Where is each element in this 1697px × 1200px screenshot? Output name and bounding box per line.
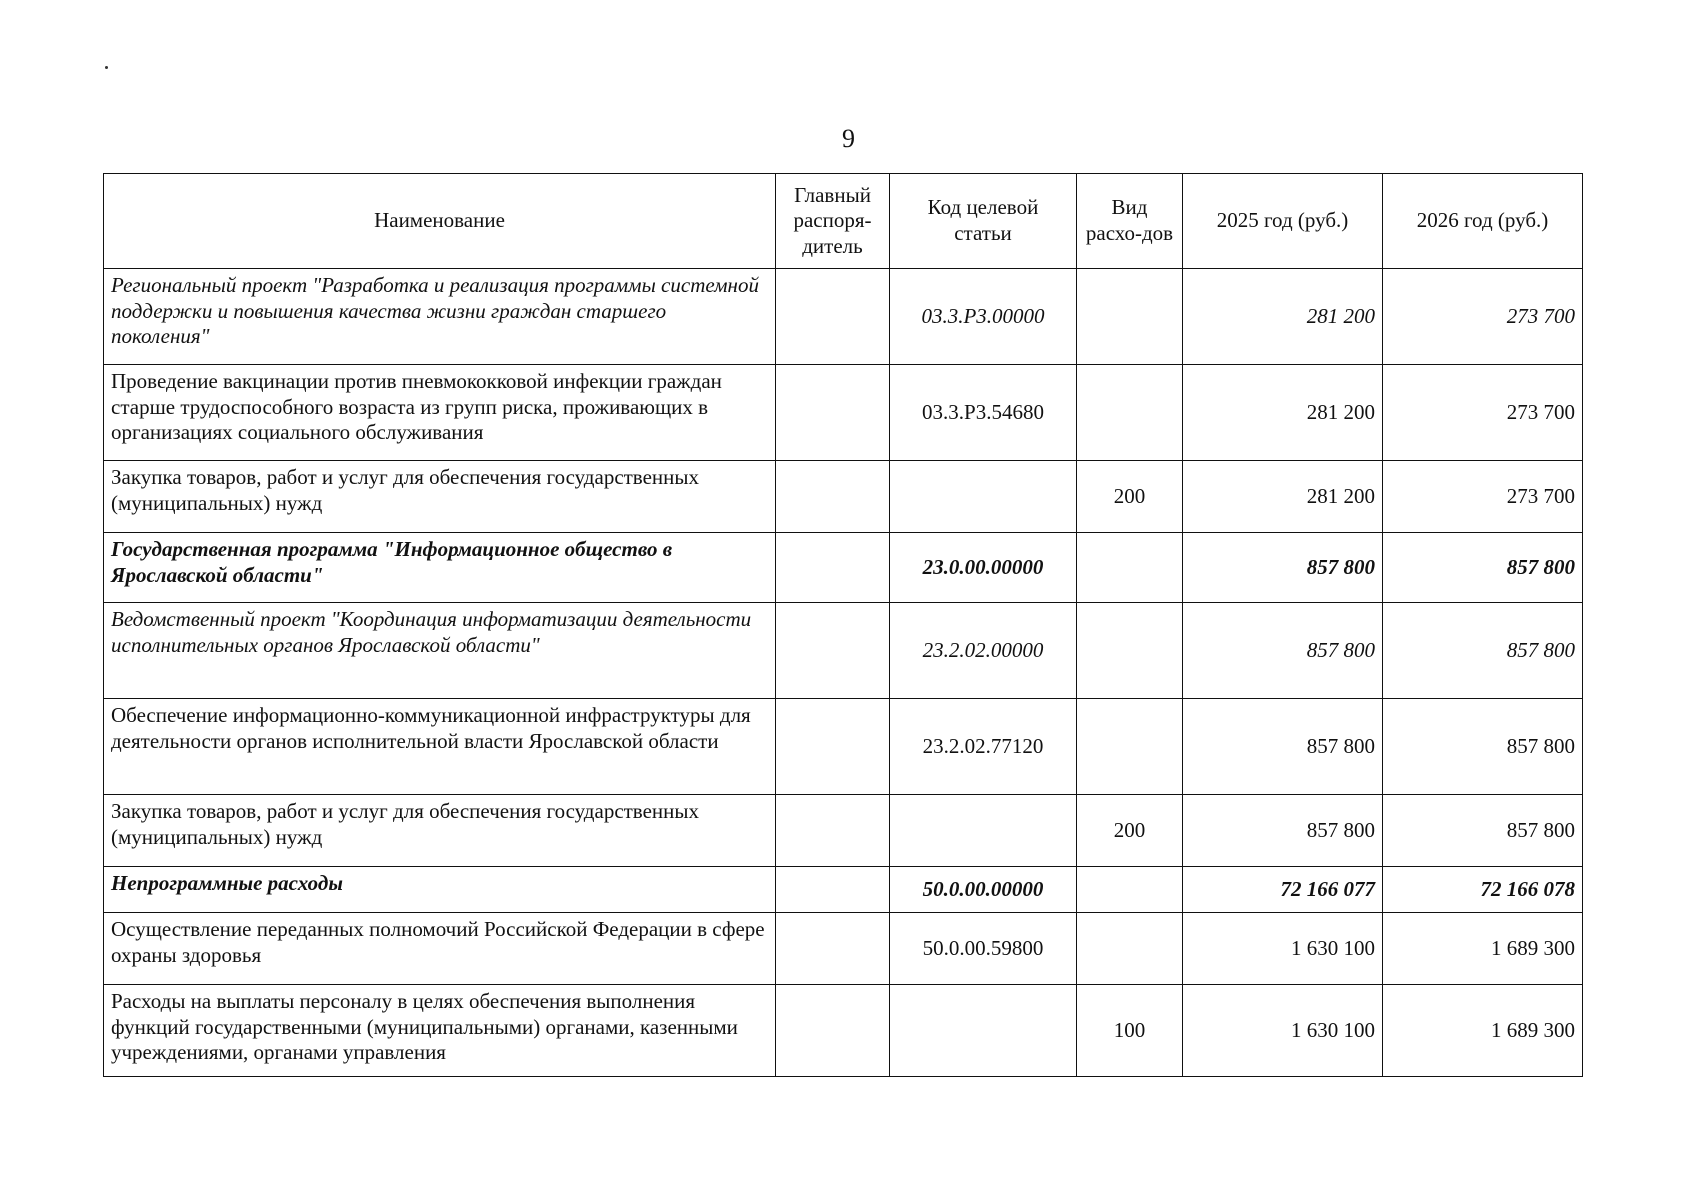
row-name: Непрограммные расходы <box>104 867 776 913</box>
row-2025: 857 800 <box>1183 795 1383 867</box>
row-admin <box>776 365 890 461</box>
scan-dot <box>105 66 108 69</box>
row-code: 23.2.02.00000 <box>890 603 1077 699</box>
row-admin <box>776 269 890 365</box>
table-row <box>104 603 1583 699</box>
row-2025: 1 630 100 <box>1183 913 1383 985</box>
row-admin <box>776 913 890 985</box>
header-kind: Вид расхо-дов <box>1077 174 1183 269</box>
row-2026: 273 700 <box>1383 461 1583 533</box>
row-admin <box>776 699 890 795</box>
row-kind <box>1077 533 1183 603</box>
table-row <box>104 985 1583 1077</box>
row-code <box>890 795 1077 867</box>
table-row <box>104 699 1583 795</box>
row-2025: 281 200 <box>1183 269 1383 365</box>
row-2025: 1 630 100 <box>1183 985 1383 1077</box>
row-name: Закупка товаров, работ и услуг для обеспечения государственных (муниципальных) нужд <box>104 461 776 533</box>
row-2025: 72 166 077 <box>1183 867 1383 913</box>
row-kind <box>1077 269 1183 365</box>
table-row <box>104 461 1583 533</box>
row-2025: 857 800 <box>1183 699 1383 795</box>
row-2026: 273 700 <box>1383 365 1583 461</box>
row-2026: 1 689 300 <box>1383 985 1583 1077</box>
table-row <box>104 269 1583 365</box>
row-name: Региональный проект "Разработка и реализация программы системной поддержки и повышения качества жизни граждан старшего поколения" <box>104 269 776 365</box>
header-code: Код целевой статьи <box>890 174 1077 269</box>
row-code: 23.0.00.00000 <box>890 533 1077 603</box>
table-row <box>104 533 1583 603</box>
row-code: 23.2.02.77120 <box>890 699 1077 795</box>
table-row <box>104 867 1583 913</box>
row-code: 03.3.Р3.54680 <box>890 365 1077 461</box>
row-2025: 857 800 <box>1183 533 1383 603</box>
row-admin <box>776 533 890 603</box>
row-admin <box>776 461 890 533</box>
header-2025: 2025 год (руб.) <box>1183 174 1383 269</box>
table-header-row <box>104 174 1583 269</box>
row-2025: 857 800 <box>1183 603 1383 699</box>
header-2026: 2026 год (руб.) <box>1383 174 1583 269</box>
row-2026: 273 700 <box>1383 269 1583 365</box>
row-kind: 200 <box>1077 795 1183 867</box>
row-2025: 281 200 <box>1183 365 1383 461</box>
row-2025: 281 200 <box>1183 461 1383 533</box>
row-admin <box>776 603 890 699</box>
row-name: Проведение вакцинации против пневмококковой инфекции граждан старше трудоспособного возраста из групп риска, проживающих в организациях социального обслуживания <box>104 365 776 461</box>
row-kind <box>1077 365 1183 461</box>
row-name: Обеспечение информационно-коммуникационной инфраструктуры для деятельности органов исполнительной власти Ярославской области <box>104 699 776 795</box>
row-admin <box>776 985 890 1077</box>
row-name: Ведомственный проект "Координация информатизации деятельности исполнительных органов Ярославской области" <box>104 603 776 699</box>
row-code <box>890 985 1077 1077</box>
row-name: Государственная программа "Информационное общество в Ярославской области" <box>104 533 776 603</box>
page-number: 9 <box>842 124 855 153</box>
row-kind <box>1077 603 1183 699</box>
table-row <box>104 913 1583 985</box>
row-name: Расходы на выплаты персоналу в целях обеспечения выполнения функций государственными (муниципальными) органами, казенными учреждениями, органами управления <box>104 985 776 1077</box>
row-code: 50.0.00.59800 <box>890 913 1077 985</box>
table-row <box>104 795 1583 867</box>
header-admin: Главный распоря-дитель <box>776 174 890 269</box>
table-row <box>104 365 1583 461</box>
header-name: Наименование <box>104 174 776 269</box>
row-kind: 100 <box>1077 985 1183 1077</box>
row-2026: 857 800 <box>1383 699 1583 795</box>
row-code <box>890 461 1077 533</box>
row-2026: 857 800 <box>1383 533 1583 603</box>
row-name: Осуществление переданных полномочий Российской Федерации в сфере охраны здоровья <box>104 913 776 985</box>
row-2026: 1 689 300 <box>1383 913 1583 985</box>
row-code: 03.3.Р3.00000 <box>890 269 1077 365</box>
row-kind <box>1077 867 1183 913</box>
row-admin <box>776 867 890 913</box>
row-code: 50.0.00.00000 <box>890 867 1077 913</box>
row-admin <box>776 795 890 867</box>
row-kind <box>1077 913 1183 985</box>
row-2026: 72 166 078 <box>1383 867 1583 913</box>
row-kind: 200 <box>1077 461 1183 533</box>
budget-table <box>103 173 1583 1077</box>
row-2026: 857 800 <box>1383 603 1583 699</box>
row-kind <box>1077 699 1183 795</box>
row-2026: 857 800 <box>1383 795 1583 867</box>
row-name: Закупка товаров, работ и услуг для обеспечения государственных (муниципальных) нужд <box>104 795 776 867</box>
